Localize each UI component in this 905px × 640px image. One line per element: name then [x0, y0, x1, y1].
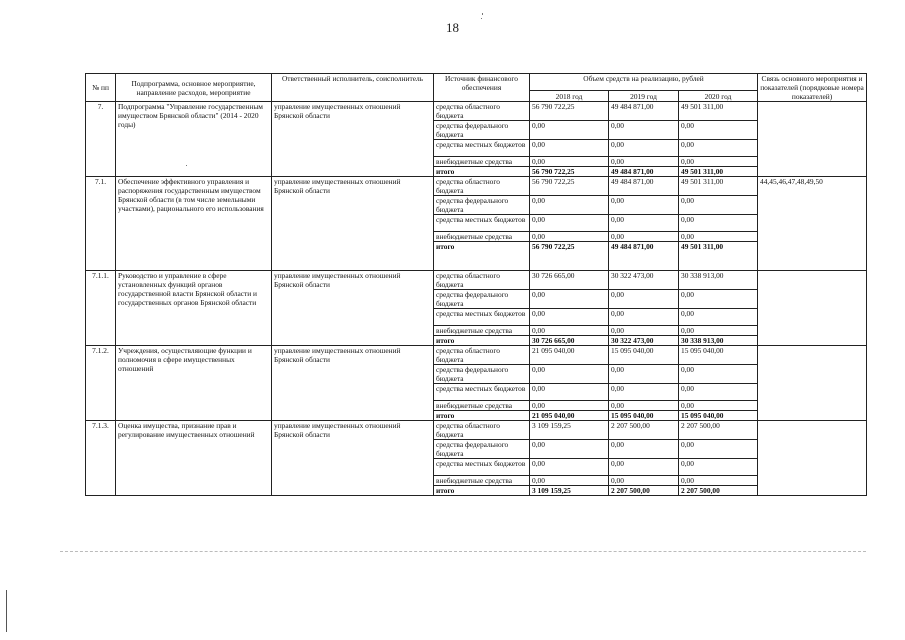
amount-2020: 49 501 311,00: [679, 242, 758, 271]
amount-2018: 56 790 722,25: [530, 242, 609, 271]
funding-source: внебюджетные средства: [434, 232, 530, 242]
funding-source: средства местных бюджетов: [434, 215, 530, 232]
amount-2018: 0,00: [530, 196, 609, 215]
measure-name: Учреждения, осуществляющие функции и полномочия в сфере имущественных отношений: [116, 346, 272, 421]
amount-2019: 0,00: [609, 440, 679, 459]
table-row: [86, 102, 867, 121]
responsible-executor: управление имущественных отношений Брянской области: [272, 177, 434, 271]
funding-source: итого: [434, 486, 530, 496]
amount-2020: 30 338 913,00: [679, 271, 758, 290]
header-subprogram: Подпрограмма, основное мероприятие, направление расходов, мероприятие: [116, 74, 272, 102]
amount-2019: 0,00: [609, 140, 679, 157]
amount-2019: 0,00: [609, 401, 679, 411]
amount-2019: 0,00: [609, 309, 679, 326]
funding-source: внебюджетные средства: [434, 401, 530, 411]
amount-2018: 3 109 159,25: [530, 486, 609, 496]
amount-2020: 0,00: [679, 232, 758, 242]
amount-2019: 49 484 871,00: [609, 242, 679, 271]
amount-2018: 0,00: [530, 459, 609, 476]
amount-2020: 15 095 040,00: [679, 346, 758, 365]
amount-2018: 56 790 722,25: [530, 167, 609, 177]
amount-2018: 56 790 722,25: [530, 177, 609, 196]
amount-2018: 21 095 040,00: [530, 346, 609, 365]
header-executor: Ответственный исполнитель, соисполнитель: [272, 74, 434, 102]
amount-2020: 2 207 500,00: [679, 421, 758, 440]
amount-2019: 49 484 871,00: [609, 102, 679, 121]
amount-2019: 0,00: [609, 384, 679, 401]
header-year-2019: 2019 год: [609, 91, 679, 102]
amount-2020: 0,00: [679, 459, 758, 476]
funding-source: внебюджетные средства: [434, 157, 530, 167]
amount-2019: 0,00: [609, 232, 679, 242]
funding-source: итого: [434, 167, 530, 177]
funding-source: средства областного бюджета: [434, 421, 530, 440]
amount-2019: 0,00: [609, 196, 679, 215]
funding-source: средства областного бюджета: [434, 177, 530, 196]
amount-2018: 21 095 040,00: [530, 411, 609, 421]
table-body: [86, 102, 867, 496]
row-number: 7.1.1.: [86, 271, 116, 346]
amount-2019: 0,00: [609, 121, 679, 140]
amount-2019: 30 322 473,00: [609, 336, 679, 346]
amount-2018: 0,00: [530, 326, 609, 336]
amount-2019: 0,00: [609, 215, 679, 232]
funding-source: итого: [434, 242, 530, 271]
amount-2020: 49 501 311,00: [679, 102, 758, 121]
amount-2018: 0,00: [530, 309, 609, 326]
scan-speck: [481, 18, 482, 19]
funding-source: средства областного бюджета: [434, 271, 530, 290]
amount-2018: 0,00: [530, 121, 609, 140]
amount-2020: 0,00: [679, 401, 758, 411]
amount-2018: 0,00: [530, 384, 609, 401]
amount-2018: 0,00: [530, 365, 609, 384]
funding-source: внебюджетные средства: [434, 476, 530, 486]
amount-2019: 15 095 040,00: [609, 346, 679, 365]
row-number: 7.: [86, 102, 116, 177]
amount-2019: 15 095 040,00: [609, 411, 679, 421]
amount-2019: 0,00: [609, 290, 679, 309]
amount-2019: 0,00: [609, 459, 679, 476]
amount-2020: 0,00: [679, 157, 758, 167]
funding-source: средства федерального бюджета: [434, 290, 530, 309]
amount-2019: 49 484 871,00: [609, 177, 679, 196]
amount-2019: 2 207 500,00: [609, 421, 679, 440]
funding-source: средства местных бюджетов: [434, 459, 530, 476]
table-row: [86, 346, 867, 365]
page-number: 18: [446, 20, 459, 35]
amount-2018: 0,00: [530, 476, 609, 486]
funding-source: средства федерального бюджета: [434, 196, 530, 215]
amount-2020: 0,00: [679, 476, 758, 486]
indicator-link: [758, 271, 867, 346]
amount-2018: 0,00: [530, 440, 609, 459]
funding-source: внебюджетные средства: [434, 326, 530, 336]
funding-source: средства местных бюджетов: [434, 140, 530, 157]
amount-2020: 0,00: [679, 140, 758, 157]
amount-2018: 0,00: [530, 215, 609, 232]
responsible-executor: управление имущественных отношений Брянской области: [272, 271, 434, 346]
row-number: 7.1.: [86, 177, 116, 271]
amount-2018: 0,00: [530, 140, 609, 157]
amount-2020: 2 207 500,00: [679, 486, 758, 496]
amount-2018: 0,00: [530, 232, 609, 242]
amount-2020: 0,00: [679, 121, 758, 140]
table-row: [86, 177, 867, 196]
amount-2019: 0,00: [609, 157, 679, 167]
funding-source: средства областного бюджета: [434, 102, 530, 121]
measure-name: Подпрограмма "Управление государственным имуществом Брянской области" (2014 - 2020 годы): [116, 102, 272, 177]
amount-2020: 0,00: [679, 384, 758, 401]
amount-2020: 30 338 913,00: [679, 336, 758, 346]
amount-2020: 49 501 311,00: [679, 177, 758, 196]
scan-edge-mark: [6, 590, 7, 632]
amount-2018: 0,00: [530, 157, 609, 167]
row-number: 7.1.3.: [86, 421, 116, 496]
measure-name: Оценка имущества, признание прав и регулирование имущественных отношений: [116, 421, 272, 496]
funding-source: итого: [434, 411, 530, 421]
amount-2018: 0,00: [530, 401, 609, 411]
amount-2019: 0,00: [609, 326, 679, 336]
amount-2018: 0,00: [530, 290, 609, 309]
table-row: [86, 421, 867, 440]
amount-2020: 0,00: [679, 290, 758, 309]
header-volume: Объем средств на реализацию, рублей: [530, 74, 758, 91]
amount-2019: 30 322 473,00: [609, 271, 679, 290]
financing-table: [85, 73, 867, 496]
page-bottom-rule: [60, 551, 866, 552]
funding-source: средства областного бюджета: [434, 346, 530, 365]
amount-2019: 2 207 500,00: [609, 486, 679, 496]
scan-speck: [482, 13, 483, 15]
header-link: Связь основного мероприятия и показателей (порядковые номера показателей): [758, 74, 867, 102]
table-row: [86, 271, 867, 290]
amount-2020: 0,00: [679, 326, 758, 336]
responsible-executor: управление имущественных отношений Брянской области: [272, 421, 434, 496]
funding-source: средства местных бюджетов: [434, 384, 530, 401]
amount-2020: 0,00: [679, 365, 758, 384]
indicator-link: [758, 346, 867, 421]
header-year-2020: 2020 год: [679, 91, 758, 102]
measure-name: Обеспечение эффективного управления и распоряжения государственным имуществом Брянской области (в том числе земельными участками), рационального его использования: [116, 177, 272, 271]
measure-name: Руководство и управление в сфере установленных функций органов государственной власти Брянской области и государственных органов Брянской области: [116, 271, 272, 346]
row-number: 7.1.2.: [86, 346, 116, 421]
amount-2020: 49 501 311,00: [679, 167, 758, 177]
indicator-link: [758, 102, 867, 177]
amount-2018: 30 726 665,00: [530, 271, 609, 290]
header-year-2018: 2018 год: [530, 91, 609, 102]
funding-source: средства местных бюджетов: [434, 309, 530, 326]
amount-2019: 0,00: [609, 476, 679, 486]
amount-2018: 56 790 722,25: [530, 102, 609, 121]
header-num: № пп: [86, 74, 116, 102]
header-source: Источник финансового обеспечения: [434, 74, 530, 102]
funding-source: средства федерального бюджета: [434, 121, 530, 140]
indicator-link: 44,45,46,47,48,49,50: [758, 177, 867, 271]
amount-2018: 3 109 159,25: [530, 421, 609, 440]
amount-2019: 49 484 871,00: [609, 167, 679, 177]
funding-source: средства федерального бюджета: [434, 365, 530, 384]
amount-2019: 0,00: [609, 365, 679, 384]
amount-2020: 0,00: [679, 440, 758, 459]
amount-2018: 30 726 665,00: [530, 336, 609, 346]
responsible-executor: управление имущественных отношений Брянской области: [272, 346, 434, 421]
amount-2020: 0,00: [679, 309, 758, 326]
funding-source: итого: [434, 336, 530, 346]
amount-2020: 0,00: [679, 196, 758, 215]
amount-2020: 15 095 040,00: [679, 411, 758, 421]
indicator-link: [758, 421, 867, 496]
amount-2020: 0,00: [679, 215, 758, 232]
responsible-executor: управление имущественных отношений Брянской области: [272, 102, 434, 177]
funding-source: средства федерального бюджета: [434, 440, 530, 459]
